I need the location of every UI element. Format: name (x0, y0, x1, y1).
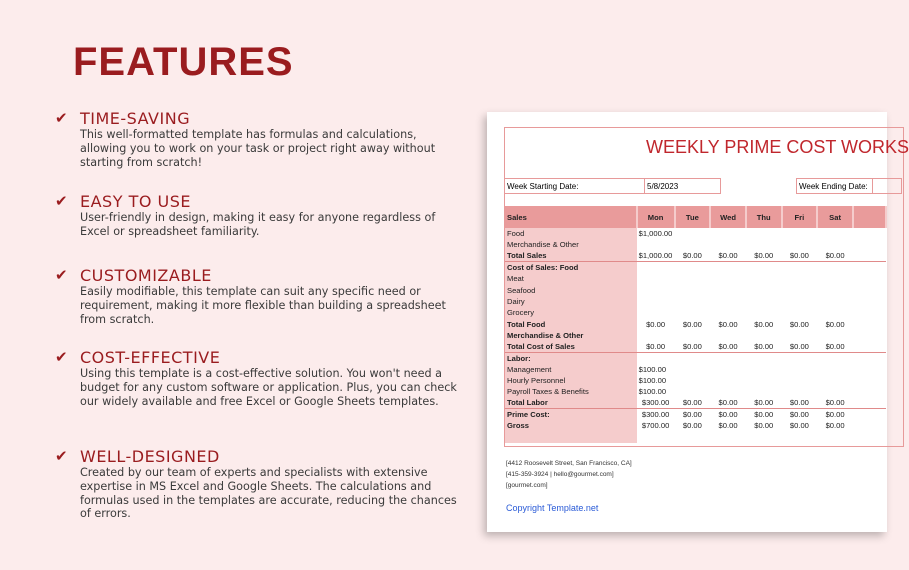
cell-value: $0.00 (682, 251, 702, 261)
row-label: Total Food (505, 318, 637, 329)
cell-value (675, 262, 711, 273)
cell-value (817, 273, 853, 284)
cell-value (746, 352, 782, 363)
cell-value (782, 228, 818, 239)
table-row (505, 228, 886, 239)
column-header: Sales (505, 206, 637, 228)
cell-value: $0.00 (682, 398, 702, 408)
table-row (505, 307, 886, 318)
cell-value (853, 352, 886, 363)
cell-value (782, 239, 818, 250)
check-icon: ✔ (55, 348, 69, 366)
table-row (505, 341, 886, 352)
cell-value (853, 397, 886, 408)
cell-value (782, 352, 818, 363)
cell-value (782, 330, 818, 341)
cell-value (782, 431, 818, 442)
feature-description: Created by our team of experts and specialists with extensive expertise in MS Excel and Google Sheets. The calculations and formulas used in the templates are accurate, reducing the chances of errors. (80, 466, 457, 521)
cell-value (853, 296, 886, 307)
cell-value (817, 296, 853, 307)
cell-value: $0.00 (718, 251, 738, 261)
cell-value (853, 251, 886, 262)
feature-description: Easily modifiable, this template can suit any specific need or requirement, making it more flexible than building a spreadsheet from scratch. (80, 285, 446, 326)
cell-value: $0.00 (825, 251, 845, 261)
table-row (505, 364, 886, 375)
cell-value: $0.00 (754, 341, 774, 351)
cell-value (710, 296, 746, 307)
cell-value (817, 352, 853, 363)
feature-item (55, 191, 465, 239)
table-row (505, 397, 886, 408)
cell-value (817, 228, 853, 239)
row-label: Cost of Sales: Food (505, 262, 637, 273)
contact: [415-359-3924 | hello@gourmet.com] (506, 471, 614, 478)
cell-value (675, 307, 711, 318)
cell-value (637, 296, 675, 307)
table-row (505, 262, 886, 273)
table-row (505, 386, 886, 397)
cell-value (710, 364, 746, 375)
cell-value: $0.00 (789, 319, 809, 329)
cell-value (710, 307, 746, 318)
cell-value: $0.00 (825, 319, 845, 329)
cell-value (853, 364, 886, 375)
page-title: FEATURES (73, 40, 294, 84)
feature-title: CUSTOMIZABLE (80, 265, 212, 285)
cell-value (853, 318, 886, 329)
table-row (505, 375, 886, 386)
cell-value (853, 386, 886, 397)
row-label: Dairy (505, 296, 637, 307)
cell-value (675, 228, 711, 239)
week-end-label: Week Ending Date: (796, 178, 873, 194)
cell-value (746, 296, 782, 307)
feature-item (55, 347, 465, 408)
cell-value (637, 239, 675, 250)
cell-value (675, 386, 711, 397)
feature-title: EASY TO USE (80, 191, 191, 211)
table-row (505, 409, 886, 420)
cell-value: $0.00 (646, 341, 666, 351)
cell-value (782, 296, 818, 307)
feature-title: TIME-SAVING (80, 108, 191, 128)
cell-value (637, 352, 675, 363)
cell-value: $1,000.00 (638, 229, 673, 239)
cell-value (817, 262, 853, 273)
cell-value (637, 273, 675, 284)
check-icon: ✔ (55, 266, 69, 284)
table-row (505, 273, 886, 284)
cell-value: $0.00 (789, 421, 809, 431)
cell-value: $0.00 (718, 319, 738, 329)
cell-value (746, 239, 782, 250)
cell-value (782, 273, 818, 284)
feature-description: This well-formatted template has formulas and calculations, allowing you to work on your task or project right away without starting from scratch! (80, 128, 436, 169)
cell-value (710, 284, 746, 295)
cell-value (710, 375, 746, 386)
cell-value (817, 284, 853, 295)
copyright-link[interactable]: Copyright Template.net (506, 503, 599, 513)
table-row (505, 296, 886, 307)
cell-value (675, 364, 711, 375)
cell-value (637, 262, 675, 273)
sheet-title: WEEKLY PRIME COST WORKS (646, 137, 909, 157)
cost-table (505, 206, 887, 443)
cell-value: $0.00 (746, 409, 782, 420)
website: [gourmet.com] (506, 482, 548, 489)
week-start-value: 5/8/2023 (644, 178, 721, 194)
row-label: Merchandise & Other (505, 330, 637, 341)
cell-value: $100.00 (638, 376, 667, 385)
cell-value: $0.00 (754, 251, 774, 261)
row-label: Labor: (505, 352, 637, 363)
cell-value: $0.00 (718, 398, 738, 408)
cell-value (853, 341, 886, 352)
cell-value: $0.00 (825, 421, 845, 431)
row-label: Hourly Personnel (505, 375, 637, 386)
cell-value (675, 239, 711, 250)
cell-value: $0.00 (718, 421, 738, 431)
cell-value (746, 375, 782, 386)
cell-value (675, 273, 711, 284)
cell-value: $0.00 (675, 409, 711, 420)
cell-value (853, 307, 886, 318)
cell-value (853, 375, 886, 386)
table-row (505, 284, 886, 295)
cell-value: $0.00 (682, 341, 702, 351)
table-row (505, 352, 886, 363)
cell-value (853, 431, 886, 442)
feature-description: User-friendly in design, making it easy for anyone regardless of Excel or spreadsheet familiarity. (80, 211, 436, 238)
cell-value (746, 364, 782, 375)
address: [4412 Roosevelt Street, San Francisco, CA] (506, 460, 632, 467)
cell-value (675, 352, 711, 363)
cell-value (637, 284, 675, 295)
cell-value (817, 307, 853, 318)
row-label: Seafood (505, 284, 637, 295)
table-row (505, 251, 886, 262)
column-header: Tue (675, 206, 711, 228)
cell-value (853, 284, 886, 295)
cell-value (817, 330, 853, 341)
cell-value (782, 262, 818, 273)
cell-value (710, 228, 746, 239)
column-header: Fri (782, 206, 818, 228)
cell-value (675, 375, 711, 386)
table-row (505, 431, 886, 442)
row-label: Grocery (505, 307, 637, 318)
cell-value (746, 386, 782, 397)
cell-value: $0.00 (825, 398, 845, 408)
cell-value: $0.00 (789, 341, 809, 351)
column-header (853, 206, 886, 228)
cell-value (782, 375, 818, 386)
row-label: Total Labor (505, 397, 637, 408)
table-row (505, 330, 886, 341)
cell-value: $0.00 (718, 341, 738, 351)
cell-value (675, 431, 711, 442)
cell-value (746, 228, 782, 239)
cell-value (746, 284, 782, 295)
cell-value: $0.00 (754, 398, 774, 408)
cell-value (817, 364, 853, 375)
cell-value (782, 284, 818, 295)
cell-value: $300.00 (637, 409, 675, 420)
row-label: Total Sales (505, 251, 637, 262)
cell-value (817, 375, 853, 386)
cell-value (817, 386, 853, 397)
row-label: Management (505, 364, 637, 375)
cell-value (817, 239, 853, 250)
row-label: Total Cost of Sales (505, 341, 637, 352)
cell-value (710, 386, 746, 397)
cell-value: $0.00 (789, 251, 809, 261)
cell-value: $0.00 (710, 409, 746, 420)
cell-value (817, 431, 853, 442)
table-row (505, 239, 886, 250)
feature-item (55, 265, 465, 326)
row-label (505, 431, 637, 442)
cell-value: $100.00 (638, 364, 667, 374)
week-start-label: Week Starting Date: (504, 178, 645, 194)
row-label: Prime Cost: (505, 409, 637, 420)
cell-value (710, 352, 746, 363)
cell-value (746, 330, 782, 341)
cell-value: $300.00 (641, 398, 670, 408)
cell-value: $0.00 (789, 398, 809, 408)
column-header: Sat (817, 206, 853, 228)
cell-value (746, 273, 782, 284)
row-label: Meat (505, 273, 637, 284)
cell-value: $100.00 (638, 387, 667, 397)
cell-value (637, 307, 675, 318)
cell-value (637, 431, 675, 442)
cell-value (710, 273, 746, 284)
check-icon: ✔ (55, 109, 69, 127)
cell-value: $0.00 (682, 319, 702, 329)
row-label: Food (505, 228, 637, 239)
cell-value: $0.00 (825, 341, 845, 351)
cell-value: $700.00 (641, 421, 670, 431)
cell-value (853, 273, 886, 284)
cell-value (853, 239, 886, 250)
row-label: Merchandise & Other (505, 239, 637, 250)
cell-value (853, 409, 886, 420)
cell-value: $0.00 (754, 421, 774, 431)
table-row (505, 318, 886, 329)
column-header: Thu (746, 206, 782, 228)
cell-value (853, 262, 886, 273)
cell-value (675, 284, 711, 295)
cell-value (710, 330, 746, 341)
cell-value (675, 296, 711, 307)
cell-value: $0.00 (754, 319, 774, 329)
row-label: Payroll Taxes & Benefits (505, 386, 637, 397)
feature-title: WELL-DESIGNED (80, 446, 220, 466)
column-header: Wed (710, 206, 746, 228)
cell-value: $1,000.00 (638, 251, 673, 261)
cell-value (710, 262, 746, 273)
cell-value (782, 386, 818, 397)
feature-item (55, 446, 465, 521)
row-label: Gross (505, 420, 637, 431)
cell-value (710, 239, 746, 250)
feature-title: COST-EFFECTIVE (80, 347, 221, 367)
cell-value: $0.00 (817, 409, 853, 420)
cell-value (675, 330, 711, 341)
cell-value (853, 330, 886, 341)
table-header (505, 206, 886, 228)
cell-value: $0.00 (682, 421, 702, 431)
feature-item (55, 108, 465, 169)
check-icon: ✔ (55, 447, 69, 465)
cell-value (637, 330, 675, 341)
column-header: Mon (637, 206, 675, 228)
cell-value (746, 431, 782, 442)
cell-value: $0.00 (646, 319, 666, 329)
cell-value: $0.00 (782, 409, 818, 420)
cell-value (782, 364, 818, 375)
feature-description: Using this template is a cost-effective solution. You won't need a budget for any custom software or application. Plus, you can check our widely available and free Excel or Google Sheets templates. (80, 367, 457, 408)
cell-value (710, 431, 746, 442)
week-end-value (872, 178, 902, 194)
cell-value (782, 307, 818, 318)
cell-value (746, 262, 782, 273)
table-row (505, 420, 886, 431)
cell-value (853, 228, 886, 239)
check-icon: ✔ (55, 192, 69, 210)
cell-value (853, 420, 886, 431)
cell-value (746, 307, 782, 318)
spreadsheet-preview (487, 112, 909, 532)
